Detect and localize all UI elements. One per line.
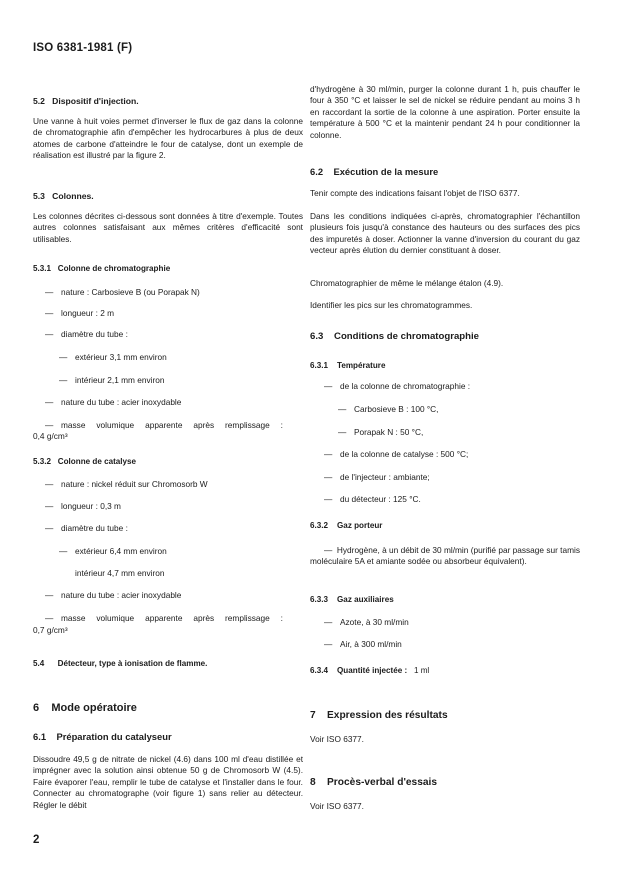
list-item-text: de la colonne de chromatographie : — [340, 381, 471, 391]
section-6-3-3-heading — [310, 595, 580, 604]
list-item-text: intérieur 4,7 mm environ — [75, 568, 165, 578]
section-title: Colonnes. — [52, 191, 94, 201]
section-title: Colonne de chromatographie — [57, 264, 171, 273]
section-6-2-p2: Dans les conditions indiquées ci-après, chromatographier l'échantillon plusieurs fois jusqu'à constance des hauteurs ou des surfaces des pics des impuretés à doser. Actionner la vanne d'inversion du courant du gaz vecteur après élution du dernier constituant à doser. — [310, 211, 580, 256]
section-title: Colonne de catalyse — [57, 457, 137, 466]
section-6-3-heading — [310, 331, 580, 342]
section-number: 6.1 — [33, 731, 47, 742]
section-title: Gaz auxiliaires — [337, 595, 394, 604]
section-title: Préparation du catalyseur — [56, 731, 172, 742]
section-number: 6.2 — [310, 166, 324, 177]
list-item-text: extérieur 3,1 mm environ — [75, 352, 167, 362]
list-item-text: Carbosieve B : 100 °C, — [354, 404, 439, 414]
section-title: Conditions de chromatographie — [334, 331, 479, 342]
section-6-3-2-heading — [310, 521, 580, 530]
section-6-1-heading — [33, 731, 303, 742]
section-5-3-2-heading — [33, 457, 303, 466]
list-item-text: Porapak N : 50 °C, — [354, 427, 424, 437]
list-item-text: de la colonne de catalyse : 500 °C; — [340, 449, 469, 459]
section-number: 6.3.2 — [310, 521, 329, 530]
section-7-heading — [310, 710, 580, 721]
list-item-text: Azote, à 30 ml/min — [340, 617, 409, 627]
list-item-text: nature du tube : acier inoxydable — [61, 397, 182, 407]
section-5-2-text: Une vanne à huit voies permet d'inverser le flux de gaz dans la colonne de chromatographie afin d'empêcher les hydrocarbures à plus de deux atomes de carbone d'atteindre le four de catalyse, dont un exemple de réalisation est illustré par la figure 2. — [33, 116, 303, 161]
list-item-text: Air, à 300 ml/min — [340, 639, 402, 649]
section-8-heading — [310, 777, 580, 788]
section-title: Dispositif d'injection. — [52, 96, 139, 106]
section-6-3-2-value: Hydrogène, à un débit de 30 ml/min (purifié par passage sur tamis moléculaire 5A et amiante sodée ou absorbeur équivalent). — [310, 545, 580, 567]
section-5-3-1-heading — [33, 264, 303, 273]
list-item-text: longueur : 0,3 m — [61, 501, 121, 511]
section-8-text: Voir ISO 6377. — [310, 801, 364, 811]
section-title: Procès-verbal d'essais — [327, 777, 438, 788]
section-number: 5.3.1 — [33, 264, 52, 273]
section-title: Quantité injectée : — [337, 666, 408, 675]
section-number: 8 — [310, 777, 316, 788]
document-header: ISO 6381-1981 (F) — [33, 42, 133, 54]
section-6-3-1-heading — [310, 361, 580, 370]
section-number: 5.3.2 — [33, 457, 52, 466]
section-title: Expression des résultats — [327, 710, 448, 721]
list-item-text: diamètre du tube : — [61, 329, 128, 339]
list-item-text: masse volumique apparente après remplissage : — [61, 420, 283, 430]
page-number: 2 — [33, 834, 40, 846]
section-6-1-text: Dissoudre 49,5 g de nitrate de nickel (4.6) dans 100 ml d'eau distillée et imprégner avec la solution ainsi obtenue 50 g de Chromosorb W (4.5). Faire évaporer l'eau, remplir le tube de catalyse et l'installer dans le four. Connecter au chromatographe (voir figure 1) sans relier au détecteur. Régler le débit — [33, 754, 303, 810]
list-item-text: diamètre du tube : — [61, 523, 128, 533]
section-number: 5.2 — [33, 96, 45, 106]
list-item-text: 0,7 g/cm³ — [33, 625, 68, 635]
section-6-2-p4: Identifier les pics sur les chromatogrammes. — [310, 300, 473, 310]
section-5-4 — [33, 653, 303, 671]
section-number: 6 — [33, 702, 40, 714]
section-5-3-text: Les colonnes décrites ci-dessous sont données à titre d'exemple. Toutes autres colonnes satisfaisant aux mêmes critères d'efficacité sont utilisables. — [33, 211, 303, 244]
section-text: Détecteur, type à ionisation de flamme. — [57, 659, 208, 668]
section-7-text: Voir ISO 6377. — [310, 734, 364, 744]
section-number: 6.3.4 — [310, 666, 329, 675]
list-item-text: extérieur 6,4 mm environ — [75, 546, 167, 556]
section-number: 6.3.3 — [310, 595, 329, 604]
section-number: 6.3.1 — [310, 361, 329, 370]
section-number: 7 — [310, 710, 316, 721]
list-item-text: masse volumique apparente après remplissage : — [61, 613, 283, 623]
list-item-text: intérieur 2,1 mm environ — [75, 375, 165, 385]
section-6-2-heading — [310, 166, 580, 177]
section-number: 5.3 — [33, 191, 45, 201]
list-item-text: nature : Carbosieve B (ou Porapak N) — [61, 287, 200, 297]
section-6-3-2-body — [310, 545, 580, 568]
section-6-3-2-text: — Hydrogène, à un débit de 30 ml/min (purifié par passage sur tamis moléculaire 5A et amiante sodée ou absorbeur équivalent). — [310, 545, 580, 567]
list-item-text: nature du tube : acier inoxydable — [61, 590, 182, 600]
continued-text: d'hydrogène à 30 ml/min, purger la colonne durant 1 h, puis chauffer le four à 350 °C et laisser le sel de nickel se réduire pendant au moins 3 h en raccordant la sortie de la colonne à une aspiration. Porter ensuite la température à 500 °C et la maintenir pendant 24 h pour conditionner la colonne. — [310, 84, 580, 140]
list-item-text: de l'injecteur : ambiante; — [340, 472, 430, 482]
section-number: 5.4 — [33, 659, 45, 668]
section-5-3-heading — [33, 191, 303, 201]
section-number: 6.3 — [310, 331, 324, 342]
section-6-3-4-heading — [310, 666, 580, 675]
section-title: Mode opératoire — [51, 702, 137, 714]
section-title: Exécution de la mesure — [333, 166, 439, 177]
section-6-2-p1: Tenir compte des indications faisant l'objet de l'ISO 6377. — [310, 188, 520, 198]
section-6-heading — [33, 702, 303, 714]
section-value: 1 ml — [413, 666, 430, 675]
section-5-2-heading — [33, 96, 303, 106]
section-title: Température — [337, 361, 386, 370]
list-item-text: longueur : 2 m — [61, 308, 115, 318]
section-6-2-p3: Chromatographier de même le mélange étalon (4.9). — [310, 278, 504, 288]
list-item-text: 0,4 g/cm³ — [33, 431, 68, 441]
list-item-text: du détecteur : 125 °C. — [340, 494, 421, 504]
section-title: Gaz porteur — [337, 521, 383, 530]
list-item-text: nature : nickel réduit sur Chromosorb W — [61, 479, 208, 489]
